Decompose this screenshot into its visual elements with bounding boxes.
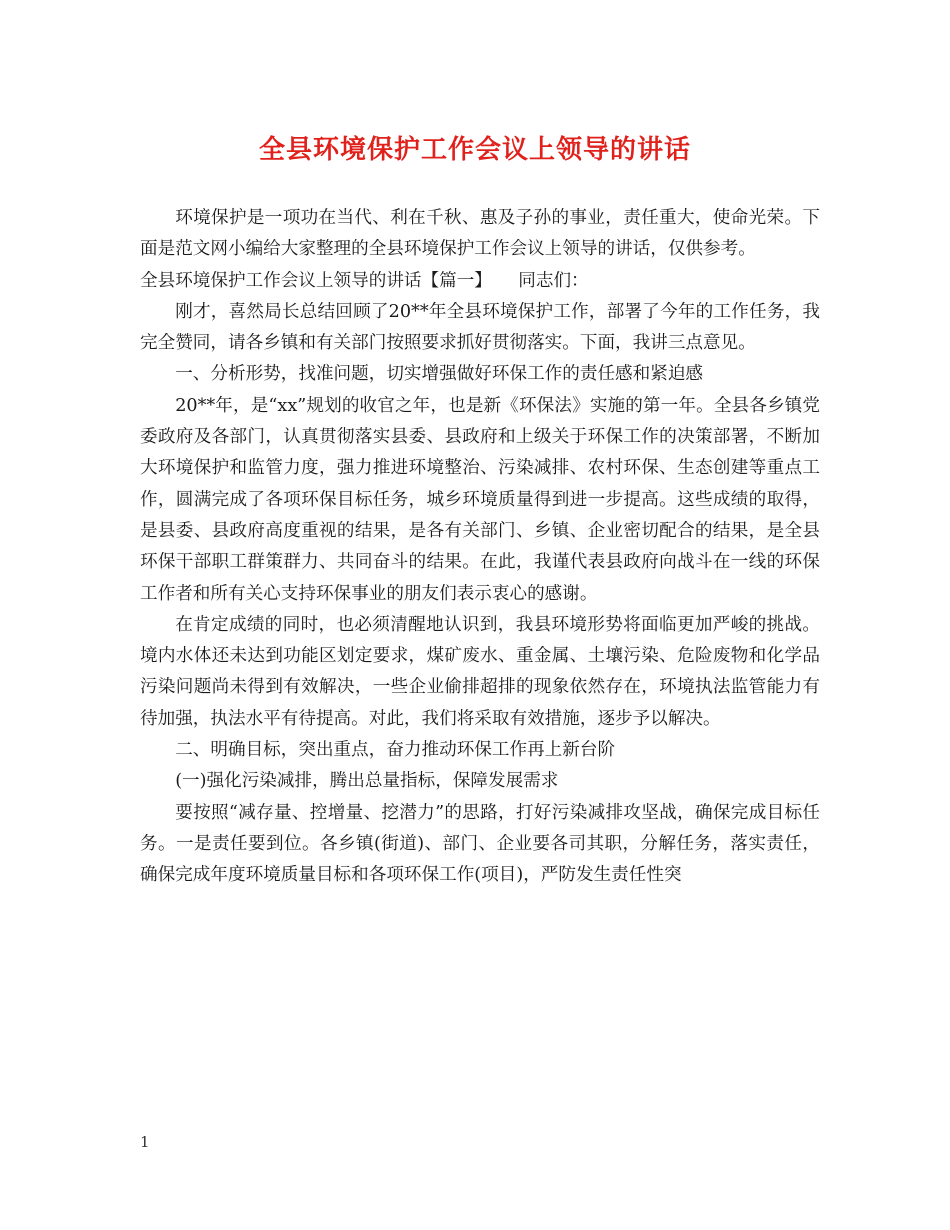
paragraph: 刚才，喜然局长总结回顾了20**年全县环境保护工作，部署了今年的工作任务，我完全赞同，请各乡镇和有关部门按照要求抓好贯彻落实。下面，我讲三点意见。: [140, 301, 820, 354]
paragraph: 环境保护是一项功在当代、利在千秋、惠及子孙的事业，责任重大，使命光荣。下面是范文网小编给大家整理的全县环境保护工作会议上领导的讲话，仅供参考。: [140, 208, 820, 260]
paragraph: 20**年，是“xx”规划的收官之年，也是新《环保法》实施的第一年。全县各乡镇党委政府及各部门，认真贯彻落实县委、县政府和上级关于环保工作的决策部署，不断加大环境保护和监管力度，强力推进环境整治、污染减排、农村环保、生态创建等重点工作，圆满完成了各项环保目标任务，城乡环境质量得到进一步提高。这些成绩的取得，是县委、县政府高度重视的结果，是各有关部门、乡镇、企业密切配合的结果，是全县环保干部职工群策群力、共同奋斗的结果。在此，我谨代表县政府向战斗在一线的环保工作者和所有关心支持环保事业的朋友们表示衷心的感谢。: [140, 395, 820, 604]
document-body: [140, 203, 820, 892]
paragraph: 在肯定成绩的同时，也必须清醒地认识到，我县环境形势将面临更加严峻的挑战。境内水体还未达到功能区划定要求，煤矿废水、重金属、土壤污染、危险废物和化学品污染问题尚未得到有效解决，一些企业偷排超排的现象依然存在，环境执法监管能力有待加强，执法水平有待提高。对此，我们将采取有效措施，逐步予以解决。: [140, 614, 820, 729]
paragraph: (一)强化污染减排，腾出总量指标，保障发展需求: [175, 771, 559, 792]
paragraph: 要按照“减存量、控增量、挖潜力”的思路，打好污染减排攻坚战，确保完成目标任务。一是责任要到位。各乡镇(街道)、部门、企业要各司其职，分解任务，落实责任，确保完成年度环境质量目标和各项环保工作(项目)，严防发生责任性突: [140, 802, 820, 886]
paragraph: 二、明确目标，突出重点，奋力推动环保工作再上新台阶: [175, 740, 616, 761]
paragraph: 全县环境保护工作会议上领导的讲话【篇一】 同志们：: [140, 270, 589, 291]
page-title: 全县环境保护工作会议上领导的讲话: [258, 135, 691, 165]
paragraph: 一、分析形势，找准问题，切实增强做好环保工作的责任感和紧迫感: [175, 364, 704, 385]
page-number: 1: [140, 1133, 150, 1151]
